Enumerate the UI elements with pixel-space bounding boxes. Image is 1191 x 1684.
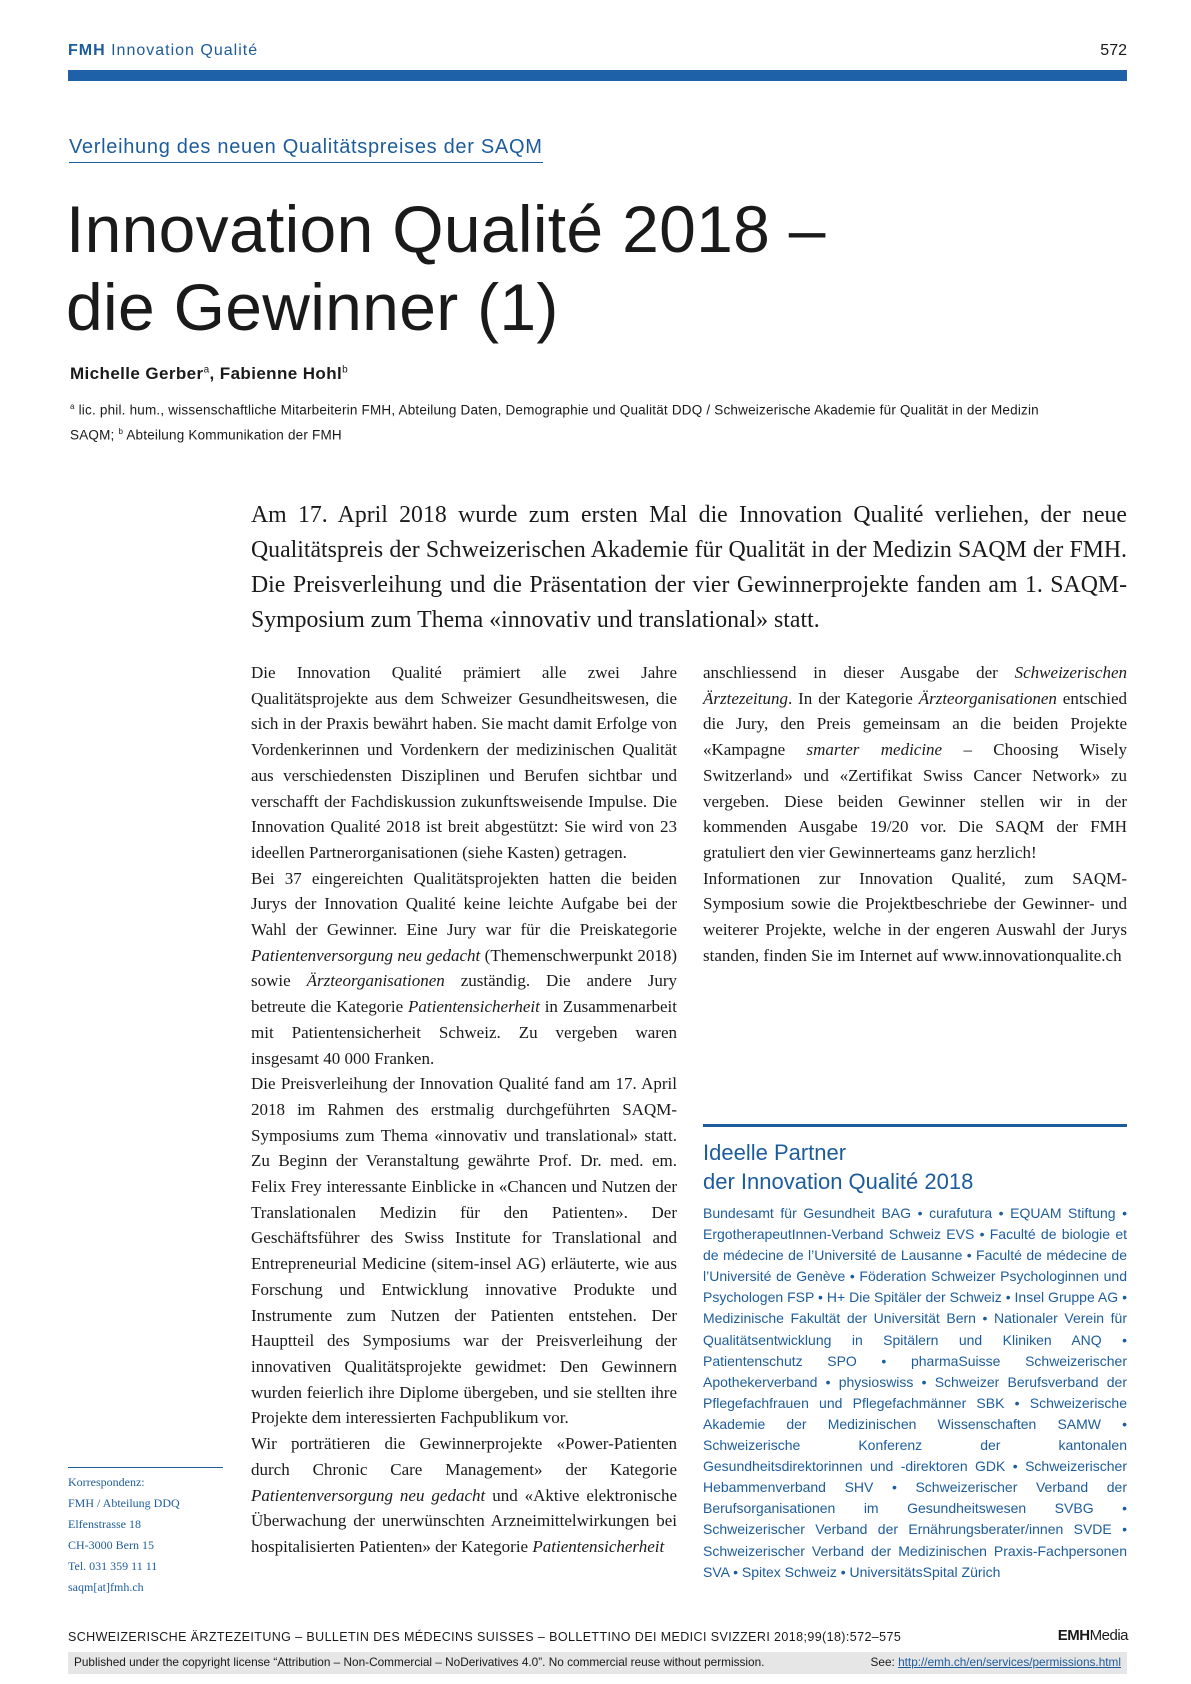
emphasis: Ärzteorganisationen — [918, 688, 1057, 708]
journal-footer: SCHWEIZERISCHE ÄRZTEZEITUNG – BULLETIN DES MÉDECINS SUISSES – BOLLETTINO DEI MEDICI SVIZZERI 2018;99(18):572–575 — [68, 1630, 902, 1644]
emphasis: Patientenversorgung neu gedacht — [251, 1485, 486, 1505]
emphasis: Patientenversorgung neu gedacht — [251, 945, 481, 965]
correspondence-rule — [68, 1467, 223, 1468]
correspondence-label: Korrespondenz: — [68, 1475, 145, 1489]
body-paragraph-1: Die Innovation Qualité prämiert alle zwei Jahre Qualitätsprojekte aus dem Schweizer Gesundheitswesen, die sich in der Praxis bewährt haben. Sie macht damit Erfolge von Vordenkerinnen und Vordenkern der medizinischen Qualität aus verschiedensten Disziplinen und Berufen sichtbar und verschafft der Fachdiskussion zukunftsweisende Impulse. Die Innovation Qualité 2018 ist breit abgestützt: Sie wird von 23 ideellen Partnerorganisationen (siehe Kasten) getragen. — [251, 663, 677, 862]
correspondence-line: CH-3000 Bern 15 — [68, 1538, 154, 1552]
text-run: . In der Kategorie — [788, 688, 919, 708]
title-line-2: die Gewinner (1) — [66, 270, 559, 344]
text-run: zuständig. Die andere Jury betreute die Kategorie — [251, 971, 677, 1017]
partners-title-line-2: der Innovation Qualité 2018 — [703, 1169, 974, 1194]
affil-text-b: Abteilung Kommunikation der FMH — [123, 427, 342, 442]
text-run: und «Aktive elektronische Überwachung der unerwünschten Arzneimittelwirkungen bei hospitalisierten Patienten» der Kategorie — [251, 1485, 677, 1556]
partners-title-line-1: Ideelle Partner — [703, 1140, 847, 1165]
emphasis: Ärzteorganisationen — [306, 971, 445, 991]
text-run: Wir porträtieren die Gewinnerprojekte «Power-Patienten durch Chronic Care Management» der Kategorie — [251, 1434, 677, 1479]
permissions-link[interactable]: http://emh.ch/en/services/permissions.html — [898, 1655, 1121, 1669]
logo-rest: Media — [1089, 1627, 1128, 1644]
page-number: 572 — [1100, 42, 1127, 59]
title-line-1: Innovation Qualité 2018 – — [66, 192, 826, 266]
correspondence-email: saqm[at]fmh.ch — [68, 1580, 144, 1594]
license-text: Published under the copyright license “Attribution – Non-Commercial – NoDerivatives 4.0”. No commercial reuse without permission. — [74, 1655, 765, 1669]
body-paragraph-4 — [251, 1431, 677, 1560]
article-kicker: Verleihung des neuen Qualitätspreises der SAQM — [69, 136, 543, 163]
author-separator: , — [209, 364, 220, 383]
see-label: See: — [870, 1655, 899, 1669]
body-paragraph-2 — [251, 866, 677, 1072]
body-column-1 — [251, 660, 677, 1560]
correspondence-block — [68, 1472, 180, 1598]
running-header — [68, 42, 258, 60]
correspondence-line: FMH / Abteilung DDQ — [68, 1496, 180, 1510]
text-run: entschied die Jury, den Preis gemeinsam an die beiden Projekte «Kampagne — [703, 688, 1127, 760]
authors — [70, 364, 348, 384]
partners-box-rule — [703, 1124, 1127, 1127]
partners-list: Bundesamt für Gesundheit BAG • curafutura • EQUAM Stiftung • ErgotherapeutInnen-Verband Schweiz EVS • Faculté de biologie et de médecine de l’Université de Lausanne • Faculté de médecine de l’Université de Genève • Föderation Schweizer Psychologinnen und Psychologen FSP • H+ Die Spitäler der Schweiz • Insel Gruppe AG • Medizinische Fakultät der Universität Bern • Nationaler Verein für Qualitätsentwicklung in Spitälern und Kliniken ANQ • Patientenschutz SPO • pharmaSuisse Schweizerischer Apothekerverband • physioswiss • Schweizer Berufsverband der Pflegefachfrauen und Pflegefachmänner SBK • Schweizerische Akademie der Medizinischen Wissenschaften SAMW • Schweizerische Konferenz der kantonalen Gesundheitsdirektorinnen und -direktoren GDK • Schweizerischer Hebammenverband SHV • Schweizerischer Verband der Berufsorganisationen im Gesundheitswesen SVBG • Schweizerischer Verband der Ernährungsberater/innen SVDE • Schweizerischer Verband der Medizinischen Praxis-Fachpersonen SVA • Spitex Schweiz • UniversitätsSpital Zürich — [703, 1205, 1127, 1580]
article-lead: Am 17. April 2018 wurde zum ersten Mal die Innovation Qualité verliehen, der neue Qualitätspreis der Schweizerischen Akademie für Qualität in der Medizin SAQM der FMH. Die Preisverleihung und die Präsentation der vier Gewinnerprojekte fanden am 1. SAQM-Symposium zum Thema «innovativ und translational» statt. — [251, 502, 1127, 633]
header-brand-bold: FMH — [68, 42, 106, 59]
text-run: anschliessend in dieser Ausgabe der — [703, 663, 1015, 682]
partners-box-title — [703, 1138, 973, 1196]
logo-bold: EMH — [1057, 1627, 1090, 1644]
body-column-2 — [703, 660, 1127, 968]
correspondence-line: Tel. 031 359 11 11 — [68, 1559, 158, 1573]
header-section: Innovation Qualité — [111, 42, 259, 59]
body-paragraph-continued — [703, 660, 1127, 866]
text-run: Bei 37 eingereichten Qualitätsprojekten hatten die beiden Jurys der Innovation Qualité keine leichte Aufgabe bei der Wahl der Gewinner. Eine Jury war für die Preiskategorie — [251, 868, 677, 940]
affiliations — [70, 396, 1050, 445]
text-run: (Themenschwerpunkt 2018) sowie — [251, 945, 678, 991]
emh-media-logo — [1058, 1627, 1128, 1644]
body-paragraph-5: Informationen zur Innovation Qualité, zum SAQM-Symposium sowie die Projektbeschriebe der Gewinner- und weiterer Projekte, welche in der engeren Auswahl der Jurys standen, finden Sie im Internet auf www.innovationqualite.ch — [703, 868, 1127, 965]
article-title — [66, 190, 826, 346]
body-paragraph-3: Die Preisverleihung der Innovation Qualité fand am 17. April 2018 im Rahmen des erstmalig durchgeführten SAQM-Symposiums zum Thema «innovativ und translational» statt. Zu Beginn der Veranstaltung gewährte Prof. Dr. med. em. Felix Frey interessante Einblicke in «Chancen und Nutzen der Translationalen Medizin für den Patienten». Der Geschäftsführer des Swiss Institute for Translational and Entrepreneurial Medicine (sitem-insel AG) erläuterte, wie aus Forschung und Entwicklung innovative Produkte und Instrumente zum Nutzen der Patienten entstehen. Der Hauptteil des Symposiums war der Preisverleihung der innovativen Qualitätsprojekte gewidmet: Den Gewinnern wurden feierlich ihre Diplome übergeben, und sie stellten ihre Projekte dem interessierten Fachpublikum vor. — [251, 1074, 677, 1428]
header-rule — [68, 70, 1127, 81]
text-run: – Choosing Wisely Switzerland» und «Zertifikat Swiss Cancer Network» zu vergeben. Diese beiden Gewinner stellen wir in der kommenden Ausgabe 19/20 vor. Die SAQM der FMH gratuliert den vier Gewinnerteams ganz herzlich! — [703, 740, 1128, 862]
correspondence-line: Elfenstrasse 18 — [68, 1517, 141, 1531]
text-run: in Zusammenarbeit mit Patientensicherheit Schweiz. Zu vergeben waren insgesamt 40 000 Franken. — [251, 997, 677, 1068]
affil-text-a: lic. phil. hum., wissenschaftliche Mitarbeiterin FMH, Abteilung Daten, Demographie und Qualität DDQ / Schweizerische Akademie für Qualität in der Medizin SAQM; — [70, 402, 1039, 442]
affil-mark-a: a — [70, 402, 75, 411]
author-2-mark: b — [342, 364, 349, 376]
emphasis: smarter medicine — [806, 740, 943, 760]
emphasis: Patientensicherheit — [408, 997, 540, 1017]
author-2: Fabienne Hohl — [219, 364, 343, 383]
permissions-note — [871, 1655, 1121, 1669]
affil-mark-b: b — [118, 426, 124, 436]
emphasis: Schweizerischen Ärztezeitung — [703, 663, 1127, 708]
emphasis: Patientensicherheit — [532, 1536, 665, 1556]
author-1: Michelle Gerber — [70, 364, 204, 383]
author-1-mark: a — [203, 364, 210, 376]
